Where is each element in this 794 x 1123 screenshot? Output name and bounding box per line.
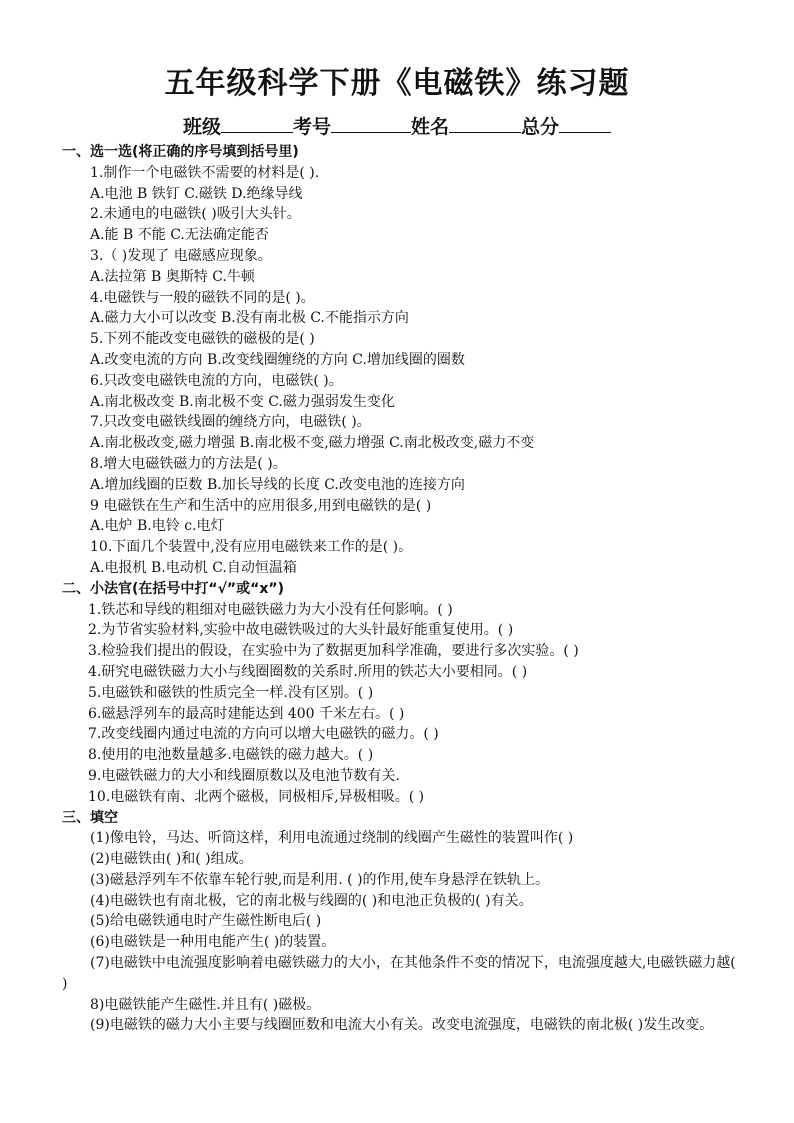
total-blank xyxy=(559,114,611,133)
option-line: A.电报机 B.电动机 C.自动恒温箱 xyxy=(90,559,297,576)
option-line: A.电炉 B.电铃 c.电灯 xyxy=(90,518,225,535)
option-line: A.磁力大小可以改变 B.没有南北极 C.不能指示方向 xyxy=(90,310,409,327)
judge-line: 10.电磁铁有南、北两个磁极，同极相斥,异极相吸。( ) xyxy=(88,788,425,805)
class-blank xyxy=(221,114,293,133)
judge-line: 2.为节省实验材料,实验中故电磁铁吸过的大头针最好能重复使用。( ) xyxy=(88,622,514,639)
question-line: 4.电磁铁与一般的磁铁不同的是( )。 xyxy=(90,289,315,306)
fill-line: (1)像电铃，马达、听筒这样，利用电流通过绕制的线圈产生磁性的装置叫作( ) xyxy=(90,830,574,847)
question-content xyxy=(62,142,742,1036)
option-line: A.南北极改变 B.南北极不变 C.磁力强弱发生变化 xyxy=(90,393,395,410)
page-title: 五年级科学下册《电磁铁》练习题 xyxy=(164,66,630,101)
name-label: 姓名 xyxy=(411,116,450,138)
section-heading-choice: 一、选一选(将正确的序号填到括号里) xyxy=(62,144,299,160)
fill-line: (5)给电磁铁通电时产生磁性断电后( ) xyxy=(90,913,322,930)
student-info-row xyxy=(0,112,794,139)
total-label: 总分 xyxy=(521,116,560,138)
judge-line: 7.改变线圈内通过电流的方向可以增大电磁铁的磁力。( ) xyxy=(88,726,439,743)
question-line: 10.下面几个装置中,没有应用电磁铁来工作的是( )。 xyxy=(90,539,413,556)
question-line: 2.未通电的电磁铁( )吸引大头针。 xyxy=(90,206,301,223)
judge-line: 6.磁悬浮列车的最高时建能达到 400 千米左右。( ) xyxy=(88,705,405,722)
section-heading-judge: 二、小法官(在括号中打“√”或“x”) xyxy=(62,580,284,597)
option-line: A.改变电流的方向 B.改变线圈缠绕的方向 C.增加线圈的圈数 xyxy=(90,351,465,368)
question-line: 9 电磁铁在生产和生活中的应用很多,用到电磁铁的是( ) xyxy=(90,497,432,514)
fill-item-9: (9)电磁铁的磁力大小主要与线圈匝数和电流大小有关。改变电流强度，电磁铁的南北极( )发生改变。 xyxy=(90,1017,714,1034)
question-line: 1.制作一个电磁铁不需要的材料是( ). xyxy=(90,164,320,181)
judge-line: 4.研究电磁铁磁力大小与线圈圈数的关系时.所用的铁芯大小要相同。( ) xyxy=(88,663,528,680)
question-line: 7.只改变电磁铁线圈的缠绕方向，电磁铁( )。 xyxy=(90,414,371,431)
exam-no-label: 考号 xyxy=(292,116,331,138)
fill-item-8: 8)电磁铁能产生磁性.并且有( )磁极。 xyxy=(90,996,321,1013)
name-blank xyxy=(449,114,521,133)
option-line: A.南北极改变,磁力增强 B.南北极不变,磁力增强 C.南北极改变,磁力不变 xyxy=(90,435,535,452)
option-line: A.能 B 不能 C.无法确定能否 xyxy=(90,227,269,244)
fill-line: (2)电磁铁由( )和( )组成。 xyxy=(90,851,253,868)
fill-line: (4)电磁铁也有南北极，它的南北极与线圈的( )和电池正负极的( )有关。 xyxy=(90,892,533,909)
question-line: 3.（ )发现了 电磁感应现象。 xyxy=(90,247,272,264)
fill-item-7: (7)电磁铁中电流强度影响着电磁铁磁力的大小，在其他条件不变的情况下，电流强度越大,电磁铁磁力越( ) xyxy=(62,955,736,992)
option-line: A.法拉第 B 奥斯特 C.牛顿 xyxy=(90,268,255,285)
question-line: 8.增大电磁铁磁力的方法是( )。 xyxy=(90,455,287,472)
fill-line: (3)磁悬浮列车不依靠车轮行驶,而是利用. ( )的作用,使车身悬浮在铁轨上。 xyxy=(90,871,550,888)
judge-line: 3.检验我们提出的假设，在实验中为了数据更加科学准确，要进行多次实验。( ) xyxy=(88,643,579,660)
exam-no-blank xyxy=(331,114,411,133)
fill-line: (6)电磁铁是一种用电能产生( )的装置。 xyxy=(90,934,336,951)
judge-line: 5.电磁铁和磁铁的性质完全一样.没有区别。( ) xyxy=(88,684,374,701)
judge-line: 8.使用的电池数量越多.电磁铁的磁力越大。( ) xyxy=(88,747,374,764)
option-line: A.电池 B 铁钉 C.磁铁 D.绝缘导线 xyxy=(90,185,303,202)
option-line: A.增加线圈的臣数 B.加长导线的长度 C.改变电池的连接方向 xyxy=(90,476,465,493)
judge-line: 1.铁芯和导线的粗细对电磁铁磁力为大小没有任何影响。( ) xyxy=(88,601,453,618)
question-line: 6.只改变电磁铁电流的方向，电磁铁( )。 xyxy=(90,372,343,389)
class-label: 班级 xyxy=(182,116,221,138)
section-heading-fill: 三、填空 xyxy=(62,809,118,826)
judge-line: 9.电磁铁磁力的大小和线圈原数以及电池节数有关. xyxy=(88,767,400,784)
question-line: 5.下列不能改变电磁铁的磁极的是( ) xyxy=(90,331,315,348)
